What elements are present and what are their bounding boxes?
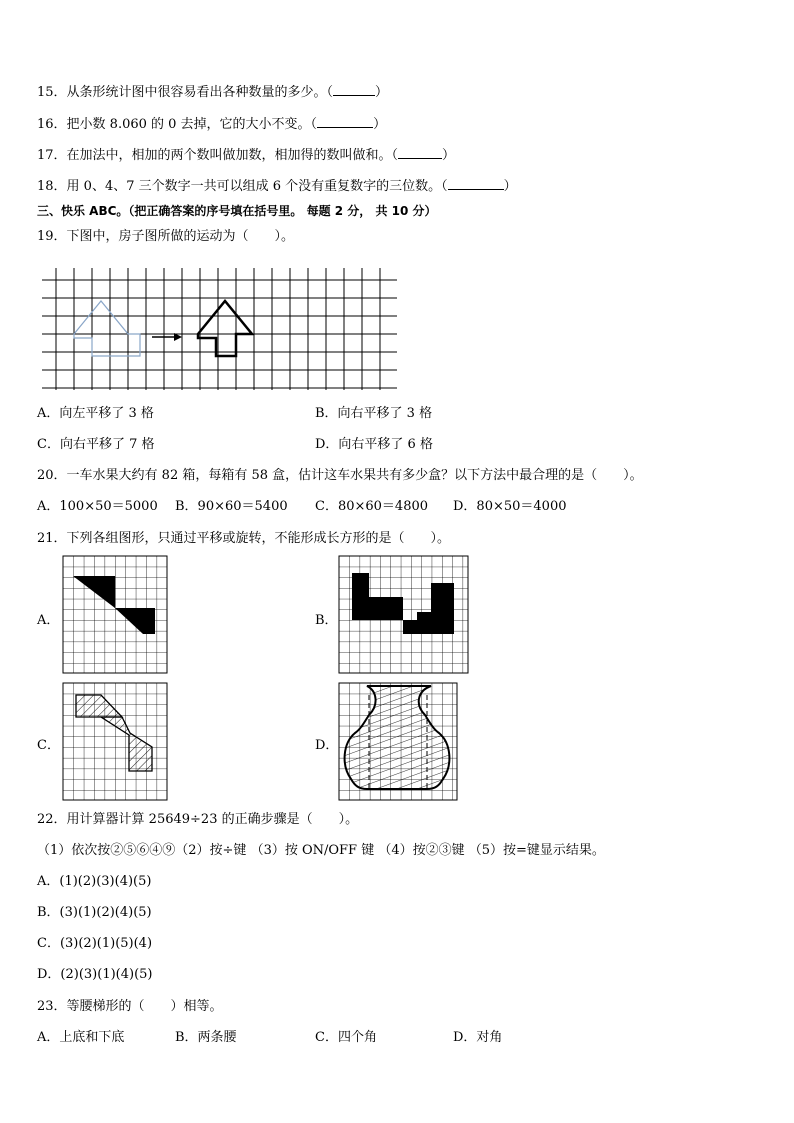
moved-house-shape xyxy=(198,301,252,356)
q21-label-a[interactable]: A． xyxy=(37,613,60,628)
q21-figure-d[interactable] xyxy=(339,683,461,801)
q23-stem: 23．等腰梯形的（ ）相等。 xyxy=(37,999,223,1014)
q19-option-d[interactable]: D．向右平移了 6 格 xyxy=(315,437,433,452)
q19-option-a[interactable]: A．向左平移了 3 格 xyxy=(37,406,154,421)
q21-label-d[interactable]: D． xyxy=(315,738,339,753)
q20-option-d[interactable]: D．80×50＝4000 xyxy=(453,499,567,514)
q23-option-a[interactable]: A．上底和下底 xyxy=(37,1030,125,1045)
question-18 xyxy=(37,177,517,195)
question-15 xyxy=(37,83,388,101)
q20-option-a[interactable]: A．100×50＝5000 xyxy=(37,499,158,514)
answer-blank[interactable] xyxy=(333,83,375,96)
q15-close: ） xyxy=(375,85,389,100)
question-17 xyxy=(37,146,455,164)
q22-option-b[interactable]: B．(3)(1)(2)(4)(5) xyxy=(37,905,152,920)
q17-text: 17．在加法中，相加的两个数叫做加数，相加得的数叫做和。（ xyxy=(37,148,399,163)
q21-label-c[interactable]: C． xyxy=(37,738,60,753)
q19-option-c[interactable]: C．向右平移了 7 格 xyxy=(37,437,155,452)
answer-blank[interactable] xyxy=(317,115,373,128)
q19-grid-figure xyxy=(42,268,397,390)
answer-blank[interactable] xyxy=(448,177,504,190)
q20-option-c[interactable]: C．80×60＝4800 xyxy=(315,499,429,514)
original-house-shape xyxy=(74,301,140,356)
q22-steps: （1）依次按②⑤⑥④⑨（2）按÷键 （3）按 ON/OFF 键 （4）按②③键 （5）按=键显示结果。 xyxy=(37,843,605,858)
q20-option-b[interactable]: B．90×60＝5400 xyxy=(175,499,288,514)
q20-stem: 20．一车水果大约有 82 箱，每箱有 58 盒，估计这车水果共有多少盒？以下方法中最合理的是（ ）。 xyxy=(37,468,643,483)
q22-option-a[interactable]: A．(1)(2)(3)(4)(5) xyxy=(37,874,152,889)
q22-stem: 22．用计算器计算 25649÷23 的正确步骤是（ ）。 xyxy=(37,812,359,827)
q16-text: 16．把小数 8.060 的 0 去掉，它的大小不变。（ xyxy=(37,117,318,132)
answer-blank[interactable] xyxy=(398,146,442,159)
q23-option-b[interactable]: B．两条腰 xyxy=(175,1030,237,1045)
q23-option-d[interactable]: D．对角 xyxy=(453,1030,503,1045)
q15-text: 15．从条形统计图中很容易看出各种数量的多少。（ xyxy=(37,85,334,100)
q21-figure-b[interactable] xyxy=(339,556,471,674)
q21-figure-c[interactable] xyxy=(63,683,169,801)
q18-text: 18．用 0、4、7 三个数字一共可以组成 6 个没有重复数字的三位数。（ xyxy=(37,179,448,194)
q16-close: ） xyxy=(373,117,387,132)
question-16 xyxy=(37,115,386,133)
q19-stem: 19．下图中，房子图所做的运动为（ ）。 xyxy=(37,229,295,244)
q23-option-c[interactable]: C．四个角 xyxy=(315,1030,377,1045)
q21-figure-a[interactable] xyxy=(63,556,169,674)
q19-option-b[interactable]: B．向右平移了 3 格 xyxy=(315,406,433,421)
q21-stem: 21．下列各组图形，只通过平移或旋转，不能形成长方形的是（ ）。 xyxy=(37,531,451,546)
q18-close: ） xyxy=(503,179,517,194)
section-heading: 三、快乐 ABC。（把正确答案的序号填在括号里。 每题 2 分， 共 10 分） xyxy=(37,204,437,218)
q17-close: ） xyxy=(442,148,456,163)
q21-label-b[interactable]: B． xyxy=(315,613,338,628)
q22-option-c[interactable]: C．(3)(2)(1)(5)(4) xyxy=(37,936,153,951)
q22-option-d[interactable]: D．(2)(3)(1)(4)(5) xyxy=(37,967,153,982)
